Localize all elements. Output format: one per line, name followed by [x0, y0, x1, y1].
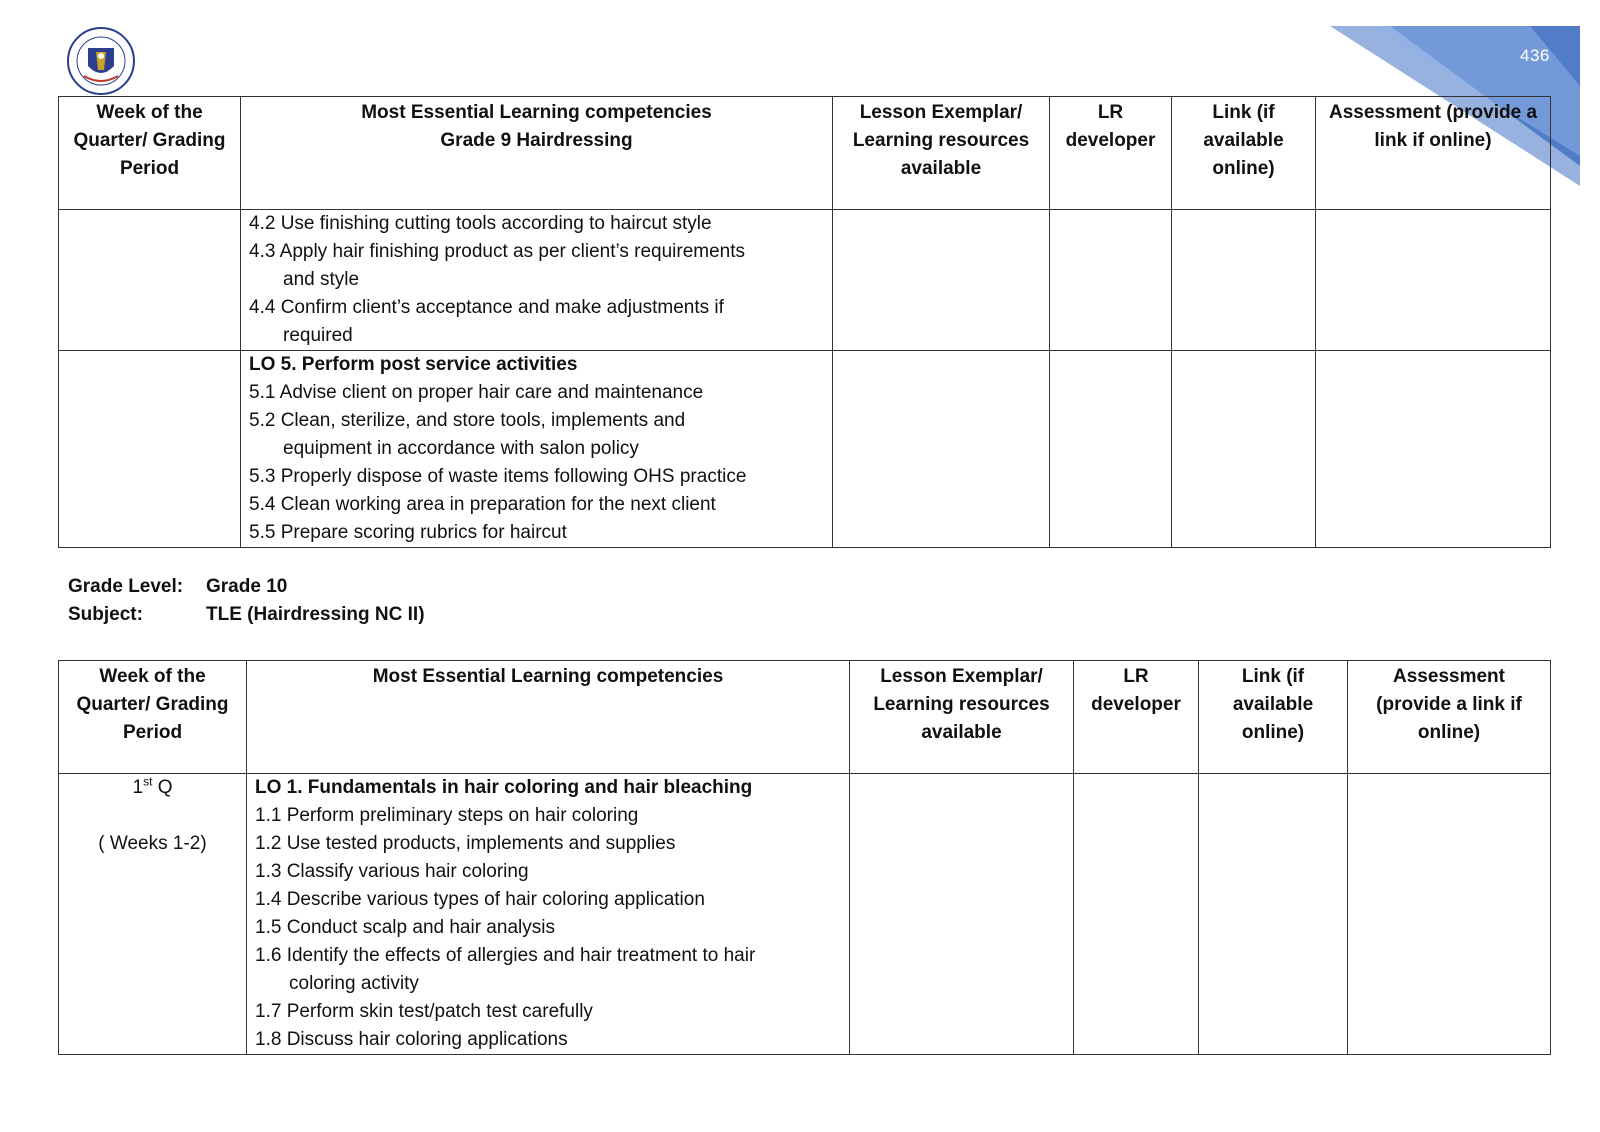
header-melc: Most Essential Learning competencies — [247, 661, 850, 774]
week-quarter — [67, 774, 238, 802]
header-link: Link (if available online) — [1199, 661, 1348, 774]
competency-item: 4.2 Use finishing cutting tools according to haircut style — [249, 213, 712, 234]
week-quarter-label: Q — [152, 777, 173, 798]
competency-item: 1.8 Discuss hair coloring applications — [255, 1029, 568, 1050]
competency-item: 1.7 Perform skin test/patch test carefully — [255, 1001, 593, 1022]
competency-item: 1.5 Conduct scalp and hair analysis — [255, 917, 555, 938]
link-cell — [1172, 351, 1316, 548]
week-quarter-number: 1 — [132, 777, 144, 798]
lr-cell — [1074, 774, 1199, 1055]
competency-cell — [241, 351, 833, 548]
competency-item-cont: and style — [283, 269, 360, 290]
week-cell — [59, 774, 247, 1055]
header-week: Week of the Quarter/ Grading Period — [59, 661, 247, 774]
table-row — [59, 351, 1551, 548]
header-lesson: Lesson Exemplar/ Learning resources available — [833, 97, 1050, 210]
learning-outcome-title: LO 5. Perform post service activities — [249, 354, 578, 375]
subject-value: TLE (Hairdressing NC II) — [206, 604, 425, 625]
competency-cell — [241, 210, 833, 351]
grade9-competency-table — [58, 96, 1551, 548]
grade10-competency-table — [58, 660, 1551, 1055]
header-melc — [241, 97, 833, 210]
lesson-cell — [850, 774, 1074, 1055]
lesson-cell — [833, 210, 1050, 351]
competency-cell — [247, 774, 850, 1055]
competency-item: 5.1 Advise client on proper hair care and maintenance — [249, 382, 704, 403]
header-assessment: Assessment (provide a link if online) — [1348, 661, 1551, 774]
header-lesson: Lesson Exemplar/ Learning resources available — [850, 661, 1074, 774]
header-link: Link (if available online) — [1172, 97, 1316, 210]
grade-level-line — [68, 576, 287, 598]
assessment-cell — [1348, 774, 1551, 1055]
competency-item-cont: equipment in accordance with salon policy — [283, 438, 639, 459]
lr-cell — [1050, 351, 1172, 548]
header-lr: LR developer — [1074, 661, 1199, 774]
competency-item: 5.4 Clean working area in preparation for the next client — [249, 494, 716, 515]
week-range: ( Weeks 1-2) — [98, 833, 207, 854]
competency-item: 4.3 Apply hair finishing product as per client’s requirements — [249, 241, 746, 262]
link-cell — [1172, 210, 1316, 351]
lesson-cell — [833, 351, 1050, 548]
competency-item: 1.6 Identify the effects of allergies and hair treatment to hair — [255, 945, 756, 966]
competency-item: 1.1 Perform preliminary steps on hair coloring — [255, 805, 639, 826]
table-row — [59, 210, 1551, 351]
subject-label: Subject: — [68, 604, 143, 625]
competency-item-cont: required — [283, 325, 353, 346]
competency-item: 4.4 Confirm client’s acceptance and make adjustments if — [249, 297, 724, 318]
subject-line — [68, 604, 425, 626]
assessment-cell — [1316, 210, 1551, 351]
page-number: 436 — [1520, 46, 1550, 65]
competency-item: 1.4 Describe various types of hair coloring application — [255, 889, 705, 910]
header-melc-title: Most Essential Learning competencies — [361, 102, 712, 123]
learning-outcome-title: LO 1. Fundamentals in hair coloring and hair bleaching — [255, 777, 753, 798]
deped-seal-icon — [66, 26, 136, 96]
lr-cell — [1050, 210, 1172, 351]
competency-item-cont: coloring activity — [289, 973, 419, 994]
grade-level-value: Grade 10 — [206, 576, 288, 597]
assessment-cell — [1316, 351, 1551, 548]
week-cell — [59, 210, 241, 351]
header-melc-grade: Grade 9 Hairdressing — [440, 130, 633, 151]
link-cell — [1199, 774, 1348, 1055]
grade-level-label: Grade Level: — [68, 576, 184, 597]
competency-item: 5.5 Prepare scoring rubrics for haircut — [249, 522, 567, 543]
table-row — [59, 774, 1551, 1055]
competency-item: 1.2 Use tested products, implements and supplies — [255, 833, 676, 854]
competency-item: 5.3 Properly dispose of waste items following OHS practice — [249, 466, 747, 487]
header-assessment: Assessment (provide a link if online) — [1316, 97, 1551, 210]
header-week: Week of the Quarter/ Grading Period — [59, 97, 241, 210]
week-quarter-suffix: st — [143, 774, 153, 789]
header-lr: LR developer — [1050, 97, 1172, 210]
competency-item: 1.3 Classify various hair coloring — [255, 861, 529, 882]
week-cell — [59, 351, 241, 548]
competency-item: 5.2 Clean, sterilize, and store tools, implements and — [249, 410, 686, 431]
